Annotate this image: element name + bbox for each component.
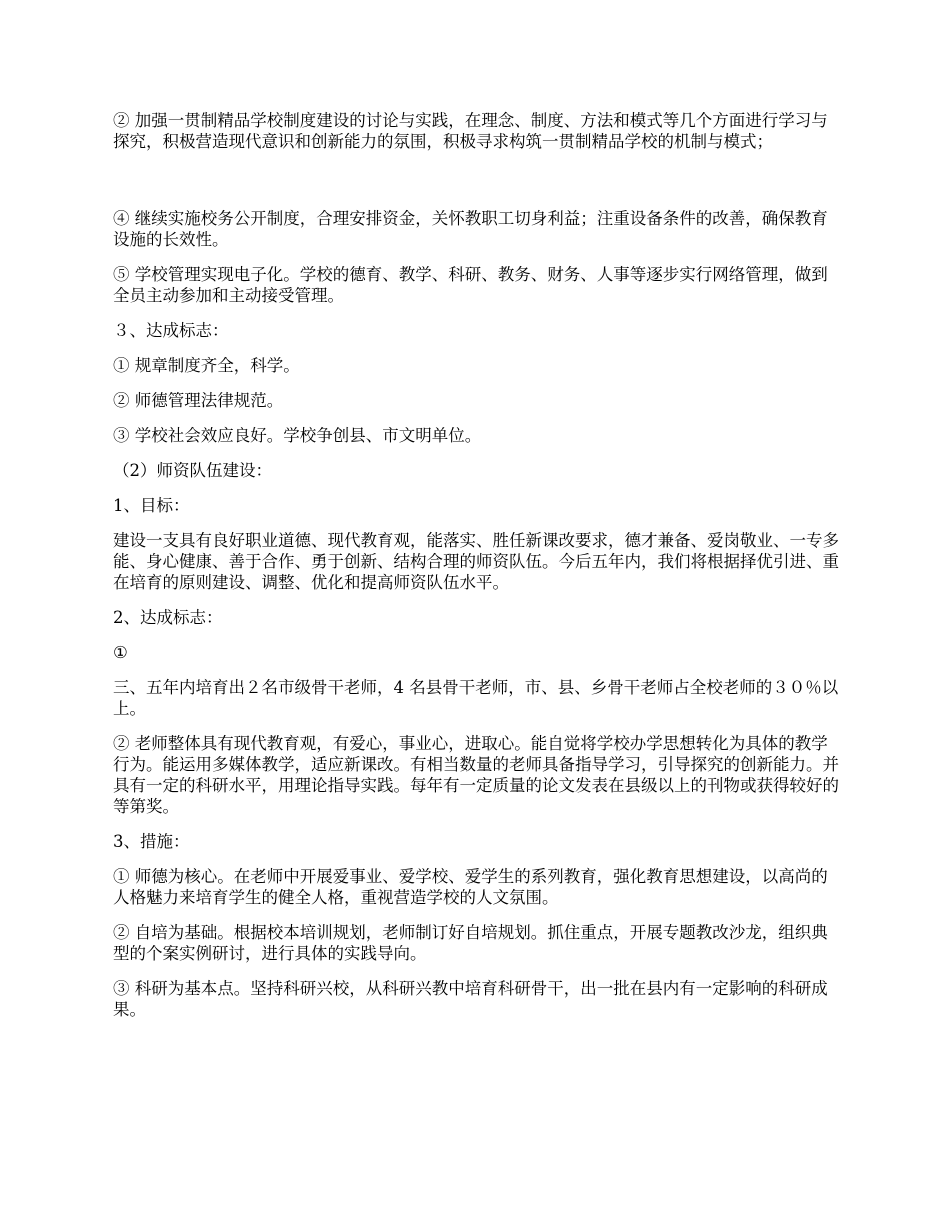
heading-achievement-marks-2: 2、达成标志： (113, 608, 223, 627)
list-item-ethics: ② 师德管理法律规范。 (113, 391, 284, 410)
paragraph-affairs-openness: ④ 继续实施校务公开制度，合理安排资金，关怀教职工切身利益；注重设备条件的改善，确保教育设施的长效性。 (113, 209, 828, 249)
paragraph-backbone-teachers: 三、五年内培育出２名市级骨干老师，4 名县骨干老师，市、县、乡骨干老师占全校老师的３０％以上。 (113, 678, 839, 718)
document-body (113, 110, 843, 1034)
list-marker-circled-one: ① (113, 643, 128, 662)
heading-teacher-team: （2）师资队伍建设： (113, 461, 272, 480)
list-item-self-training: ② 自培为基础。根据校本培训规划，老师制订好自培规划。抓住重点，开展专题教改沙龙，组织典型的个案实例研讨，进行具体的实践导向。 (113, 923, 828, 963)
paragraph-modern-education: ② 老师整体具有现代教育观，有爱心，事业心，进取心。能自觉将学校办学思想转化为具体的教学行为。能运用多媒体教学，适应新课改。有相当数量的老师具备指导学习，引导探究的创新能力。并具有一定的科研水平，用理论指导实践。每年有一定质量的论文发表在县级以上的刊物或获得较好的等第奖。 (113, 734, 839, 816)
paragraph-electronic-management: ⑤ 学校管理实现电子化。学校的德育、教学、科研、教务、财务、人事等逐步实行网络管理，做到全员主动参加和主动接受管理。 (113, 265, 828, 305)
paragraph-goal-description: 建设一支具有良好职业道德、现代教育观，能落实、胜任新课改要求，德才兼备、爱岗敬业、一专多能、身心健康、善于合作、勇于创新、结构合理的师资队伍。今后五年内，我们将根据择优引进、重在培育的原则建设、调整、优化和提高师资队伍水平。 (113, 531, 839, 592)
list-item-research: ③ 科研为基本点。坚持科研兴校，从科研兴教中培育科研骨干，出一批在县内有一定影响的科研成果。 (113, 979, 828, 1019)
heading-goal: 1、目标： (113, 496, 190, 515)
list-item-rules: ① 规章制度齐全，科学。 (113, 356, 300, 375)
heading-achievement-marks: ３、达成标志： (113, 321, 229, 340)
list-item-social-effect: ③ 学校社会效应良好。学校争创县、市文明单位。 (113, 426, 482, 445)
list-item-ethics-core: ① 师德为核心。在老师中开展爱事业、爱学校、爱学生的系列教育，强化教育思想建设，以高尚的人格魅力来培育学生的健全人格，重视营造学校的人文氛围。 (113, 867, 828, 907)
paragraph-system-building: ② 加强一贯制精品学校制度建设的讨论与实践，在理念、制度、方法和模式等几个方面进行学习与探究，积极营造现代意识和创新能力的氛围，积极寻求构筑一贯制精品学校的机制与模式； (113, 111, 828, 151)
heading-measures: 3、措施： (113, 832, 190, 851)
